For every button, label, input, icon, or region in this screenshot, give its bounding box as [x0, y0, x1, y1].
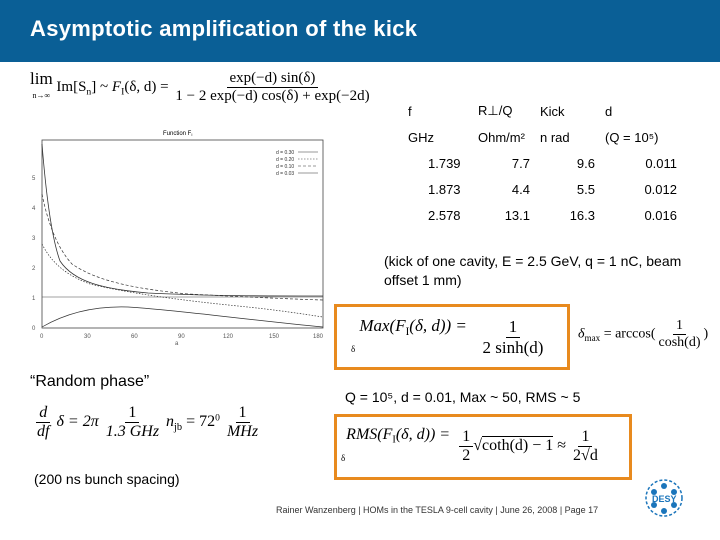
- table-row: [408, 150, 677, 176]
- max-numerator: 1: [506, 317, 521, 338]
- lim-subscript: n→∞: [32, 91, 51, 100]
- delta-max-eq: = arccos(: [603, 326, 656, 342]
- rms-f2-numerator: 1: [578, 428, 592, 447]
- y-tick: 2: [32, 266, 36, 272]
- random-phase-label: “Random phase”: [30, 373, 150, 390]
- table-cell: 0.012: [644, 181, 677, 197]
- rms-formula-box: [334, 414, 632, 480]
- y-tick: 0: [32, 326, 36, 332]
- frequency-numerator: 1: [125, 404, 139, 423]
- rms-lhs-sub: I: [392, 434, 396, 446]
- x-tick: 180: [313, 334, 324, 340]
- bunch-spacing-note: (200 ns bunch spacing): [34, 471, 180, 487]
- x-tick: 150: [269, 334, 280, 340]
- title-bar: [0, 0, 720, 62]
- formula-lhs-sub: I: [121, 86, 125, 98]
- im-close: ]: [91, 78, 97, 95]
- table-cell: 1.739: [428, 155, 461, 171]
- phase-formula: [34, 404, 261, 441]
- table-cell: 0.016: [644, 207, 677, 223]
- rms-f1-denominator: 2: [462, 446, 471, 464]
- derivative-denominator: df: [37, 423, 50, 440]
- phase-n-sub: jb: [174, 421, 183, 433]
- x-axis-label: a: [175, 341, 179, 346]
- footer: Rainer Wanzenberg | HOMs in the TESLA 9-cell cavity | June 26, 2008 | Page 17: [276, 505, 599, 515]
- y-tick: 4: [32, 206, 36, 212]
- table-cell: 16.3: [569, 207, 595, 223]
- rms-approx: ≈: [557, 436, 567, 454]
- derivative-numerator: d: [36, 404, 50, 423]
- legend-entry: d = 0.03: [276, 171, 295, 177]
- rms-f2-denominator: 2√d: [573, 446, 598, 464]
- kick-table: [408, 98, 677, 228]
- unit-kick: n rad: [540, 129, 570, 145]
- desy-logo: [640, 478, 688, 528]
- delta-max-denominator: cosh(d): [658, 335, 701, 350]
- rms-sqrt-content: coth(d) − 1: [482, 436, 554, 454]
- mhz-numerator: 1: [236, 404, 250, 423]
- im-subscript: n: [86, 86, 92, 98]
- table-units-row: [408, 124, 677, 150]
- rms-fraction-1: [459, 428, 473, 465]
- table-cell: 7.7: [511, 155, 530, 171]
- header-f: f: [408, 103, 412, 119]
- plot-legend: [276, 150, 318, 177]
- limit-denominator: 1 − 2 exp(−d) cos(δ) + exp(−2d): [175, 88, 370, 104]
- delta-max-close: ): [703, 326, 709, 342]
- im-part: Im[S: [56, 78, 87, 95]
- x-tick: 60: [131, 334, 138, 340]
- delta-max-sub: max: [584, 332, 601, 343]
- delta-max-fraction: [656, 318, 704, 351]
- max-lhs-sub: I: [405, 325, 410, 338]
- tilde-sign: ~: [100, 78, 109, 95]
- table-cell: 13.1: [504, 207, 530, 223]
- rms-args: (δ, d)) =: [395, 426, 451, 443]
- phase-mhz-fraction: [224, 404, 261, 441]
- table-row: [408, 176, 677, 202]
- plot-title: Function FI: [163, 131, 193, 137]
- kick-note: (kick of one cavity, E = 2.5 GeV, q = 1 nC, beam offset 1 mm): [384, 253, 682, 288]
- phase-delta: δ = 2π: [56, 413, 99, 431]
- phase-derivative: [34, 404, 52, 441]
- rms-formula: [341, 427, 601, 466]
- x-tick: 90: [178, 334, 185, 340]
- legend-entry: d = 0.20: [276, 157, 295, 163]
- max-formula-box: [334, 304, 570, 370]
- table-cell: 9.6: [576, 155, 595, 171]
- max-lhs: Max(F: [359, 315, 406, 335]
- table-row: [408, 202, 677, 228]
- frequency-denominator: 1.3 GHz: [105, 423, 160, 440]
- limit-numerator: exp(−d) sin(δ): [227, 70, 319, 88]
- x-tick: 120: [223, 334, 234, 340]
- sqrt-symbol: √: [473, 436, 483, 454]
- table-cell: 0.011: [645, 155, 677, 171]
- table-cell: 2.578: [428, 207, 461, 223]
- legend-entry: d = 0.10: [276, 164, 295, 170]
- formula-lhs: F: [111, 78, 122, 95]
- legend-entry: d = 0.30: [276, 150, 295, 156]
- y-ticks: [32, 176, 36, 332]
- rms-lhs: RMS(F: [346, 426, 393, 443]
- curve-d-010: [42, 194, 323, 300]
- max-formula: [351, 317, 546, 358]
- max-denominator: 2 sinh(d): [482, 338, 544, 357]
- y-tick: 3: [32, 236, 36, 242]
- table-cell: 4.4: [511, 181, 530, 197]
- phase-n: n: [166, 413, 175, 431]
- unit-r-q: Ohm/m²: [478, 129, 525, 145]
- formula-args: (δ, d) =: [124, 78, 169, 95]
- unit-f: GHz: [408, 129, 434, 145]
- logo-text: DESY: [652, 494, 677, 504]
- slide-title: Asymptotic amplification of the kick: [30, 16, 418, 41]
- unit-d: (Q = 10⁵): [605, 129, 659, 145]
- function-plot: [28, 124, 328, 346]
- rms-under: δ: [341, 452, 346, 463]
- y-tick: 5: [32, 176, 36, 182]
- delta-max-numerator: 1: [673, 318, 686, 335]
- header-r-q: R⊥/Q: [478, 103, 513, 118]
- params-note: Q = 10⁵, d = 0.01, Max ~ 50, RMS ~ 5: [345, 389, 581, 405]
- table-cell: 5.5: [576, 181, 595, 197]
- table-header-row: [408, 98, 677, 124]
- phase-eq: = 72: [186, 413, 216, 431]
- phase-frequency-fraction: [103, 404, 162, 441]
- max-under: δ: [351, 344, 356, 355]
- phase-degree: 0: [215, 412, 220, 424]
- rms-f1-numerator: 1: [459, 428, 473, 447]
- delta-max-formula: [578, 318, 708, 351]
- delta-max-lhs: δ: [578, 326, 585, 342]
- rms-fraction-2: [570, 428, 601, 465]
- table-cell: 1.873: [428, 181, 461, 197]
- curve-d-030: [42, 307, 323, 327]
- x-ticks: [40, 334, 324, 346]
- x-tick: 30: [84, 334, 91, 340]
- max-args: (δ, d)) =: [409, 315, 467, 335]
- y-tick: 1: [32, 296, 36, 302]
- header-kick: Kick: [540, 103, 565, 119]
- limit-fraction: [172, 70, 372, 105]
- x-tick: 0: [40, 334, 44, 340]
- mhz-denominator: MHz: [226, 423, 259, 440]
- max-fraction: [480, 317, 547, 358]
- header-d: d: [605, 103, 613, 119]
- limit-formula: [30, 70, 373, 105]
- lim-label: lim: [30, 69, 53, 88]
